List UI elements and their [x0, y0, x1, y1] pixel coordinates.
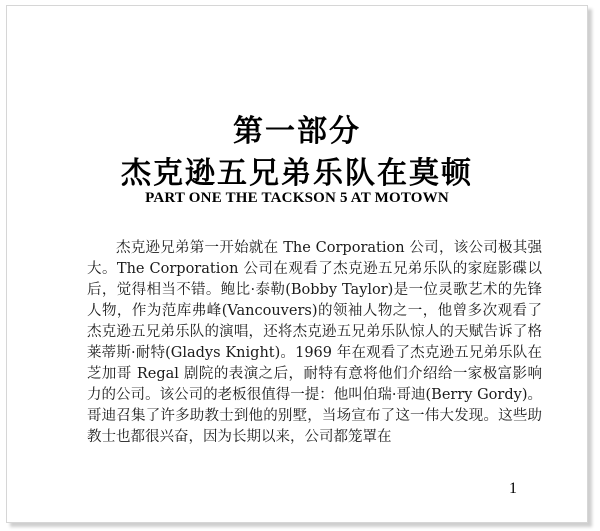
page-number: 1 [509, 480, 517, 497]
part-title: 第一部分 [233, 114, 361, 149]
body-text [87, 238, 542, 448]
chapter-title: 杰克逊五兄弟乐队在莫顿 [121, 156, 473, 191]
body-paragraph: 杰克逊兄弟第一开始就在 The Corporation 公司，该公司极其强大。The Corporation 公司在观看了杰克逊五兄弟乐队的家庭影碟以后，觉得相当不错。鲍比·泰勒(Bobby Taylor)是一位灵歌艺术的先锋人物，作为范库弗峰(Vancouvers)的领袖人物之一，他曾多次观看了杰克逊五兄弟乐队的演唱，还将杰克逊五兄弟乐队惊人的天赋告诉了格莱蒂斯·耐特(Gladys Knight)。1969 年在观看了杰克逊五兄弟乐队在芝加哥 Regal 剧院的表演之后，耐特有意将他们介绍给一家极富影响力的公司。该公司的老板很值得一提：他叫伯瑞·哥迪(Berry Gordy)。哥迪召集了许多助教士到他的别墅，当场宣布了这一伟大发现。这些助教士也都很兴奋，因为长期以来，公司都笼罩在 [87, 240, 542, 445]
english-title: PART ONE THE TACKSON 5 AT MOTOWN [145, 190, 449, 206]
book-page [6, 5, 588, 523]
